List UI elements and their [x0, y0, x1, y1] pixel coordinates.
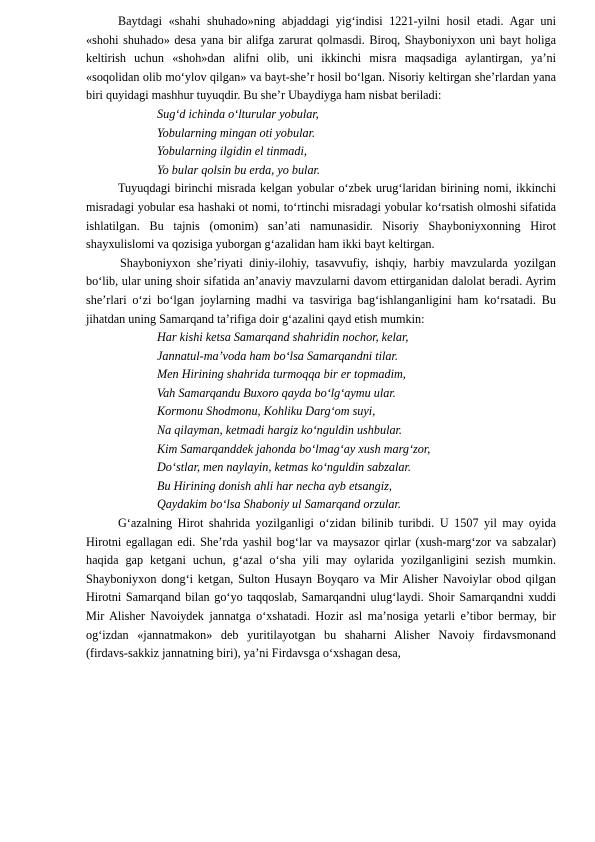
- verse-line: Na qilayman, ketmadi hargiz ko‘nguldin ushbular.: [157, 423, 402, 438]
- paragraph-tuyuq-analysis: Tuyuqdagi birinchi misrada kelgan yobular o‘zbek urug‘laridan birining nomi, ikkinchi misradagi yobular esa hashaki ot nomi, to‘rtinchi misradagi yobular ko‘rsatish olmoshi sifatida ishlatilgan. Bu tajnis (omonim) san’ati namunasidir. Nisoriy Shayboniyxonning Hirot shayxulislomi va qozisiga yuborgan g‘azalidan ham ikki bayt keltirgan.: [86, 181, 556, 252]
- verse-line: Qaydakim bo‘lsa Shaboniy ul Samarqand orzular.: [157, 497, 401, 512]
- paragraph-poetry-themes: Shayboniyxon she’riyati diniy-ilohiy, tasavvufiy, ishqiy, harbiy mavzularda yozilgan bo‘lib, ular uning shoir sifatida an’anaviy mavzularni davom ettirganidan dalolat beradi. Ayrim she’rlari o‘zi bo‘lgan joylarning madhi va tasviriga bag‘ishlanganligini ham ko‘rsatadi. Bu jihatdan uning Samarqand ta’rifiga doir g‘azalini qayd etish mumkin:: [86, 255, 556, 326]
- verse-line: Jannatul-ma’voda ham bo‘lsa Samarqandni tilar.: [157, 348, 398, 363]
- verse-line: Do‘stlar, men naylayin, ketmas ko‘nguldin sabzalar.: [157, 460, 411, 475]
- verse-line: Kim Samarqanddek jahonda bo‘lmag‘ay xush marg‘zor,: [157, 441, 431, 456]
- verse-line: Yobularning mingan oti yobular.: [157, 125, 316, 140]
- verse-block-tuyuq: [86, 105, 556, 179]
- paragraph-ghazal-analysis: G‘azalning Hirot shahrida yozilganligi o‘zidan bilinib turibdi. U 1507 yil may oyida Hirotni egallagan edi. She’rda yashil bog‘lar va maysazor qirlar (xush-marg‘zor va sabzalar) haqida gap ketgani uchun, g‘azal o‘sha yili may oylarida yozilganligini sezish mumkin. Shayboniyxon dong‘i ketgan, Sulton Husayn Boyqaro va Mir Alisher Navoiylar obod qilgan Hirotni Samarqand bilan go‘yo taqqoslab, Samarqandni ulug‘laydi. Shoir Samarqandni xuddi Mir Alisher Navoiydek jannatga o‘xshatadi. Hozir asl ma’nosiga yetarli e’tibor bermay, bir og‘izdan «jannatmakon» deb yuritilayotgan bu shaharni Alisher Navoiy firdavsmonand (firdavs-sakkiz jannatning biri), ya’ni Firdavsga o‘xshagan desa,: [86, 516, 556, 661]
- verse-line: Yobularning ilgidin el tinmadi,: [157, 144, 307, 159]
- verse-line: Vah Samarqandu Buxoro qayda bo‘lg‘aymu ular.: [157, 385, 396, 400]
- verse-block-samarqand: [86, 328, 556, 514]
- verse-line: Yo bular qolsin bu erda, yo bular.: [157, 162, 320, 177]
- verse-line: Bu Hirining donish ahli har necha ayb etsangiz,: [157, 478, 392, 493]
- document-page: [86, 0, 556, 663]
- paragraph-abjad: Baytdagi «shahi shuhado»ning abjaddagi yig‘indisi 1221-yilni hosil etadi. Agar uni «shohi shuhado» desa yana bir alifga zarurat qolmasdi. Biroq, Shayboniyxon uni bayt holiga keltirish uchun «shoh»dan alifni olib, uni ikkinchi misra maqsadiga aylantirgan, ya’ni «soqolidan olib mo‘ylov qilgan» va bayt-she’r hosil bo‘lgan. Nisoriy keltirgan she’rlardan yana biri quyidagi mashhur tuyuqdir. Bu she’r Ubaydiyga ham nisbat beriladi:: [86, 14, 556, 103]
- verse-line: Kormonu Shodmonu, Kohliku Darg‘om suyi,: [157, 404, 376, 419]
- verse-line: Men Hirining shahrida turmoqqa bir er topmadim,: [157, 367, 406, 382]
- verse-line: Har kishi ketsa Samarqand shahridin nochor, kelar,: [157, 330, 409, 345]
- verse-line: Sug‘d ichinda o‘lturular yobular,: [157, 106, 319, 121]
